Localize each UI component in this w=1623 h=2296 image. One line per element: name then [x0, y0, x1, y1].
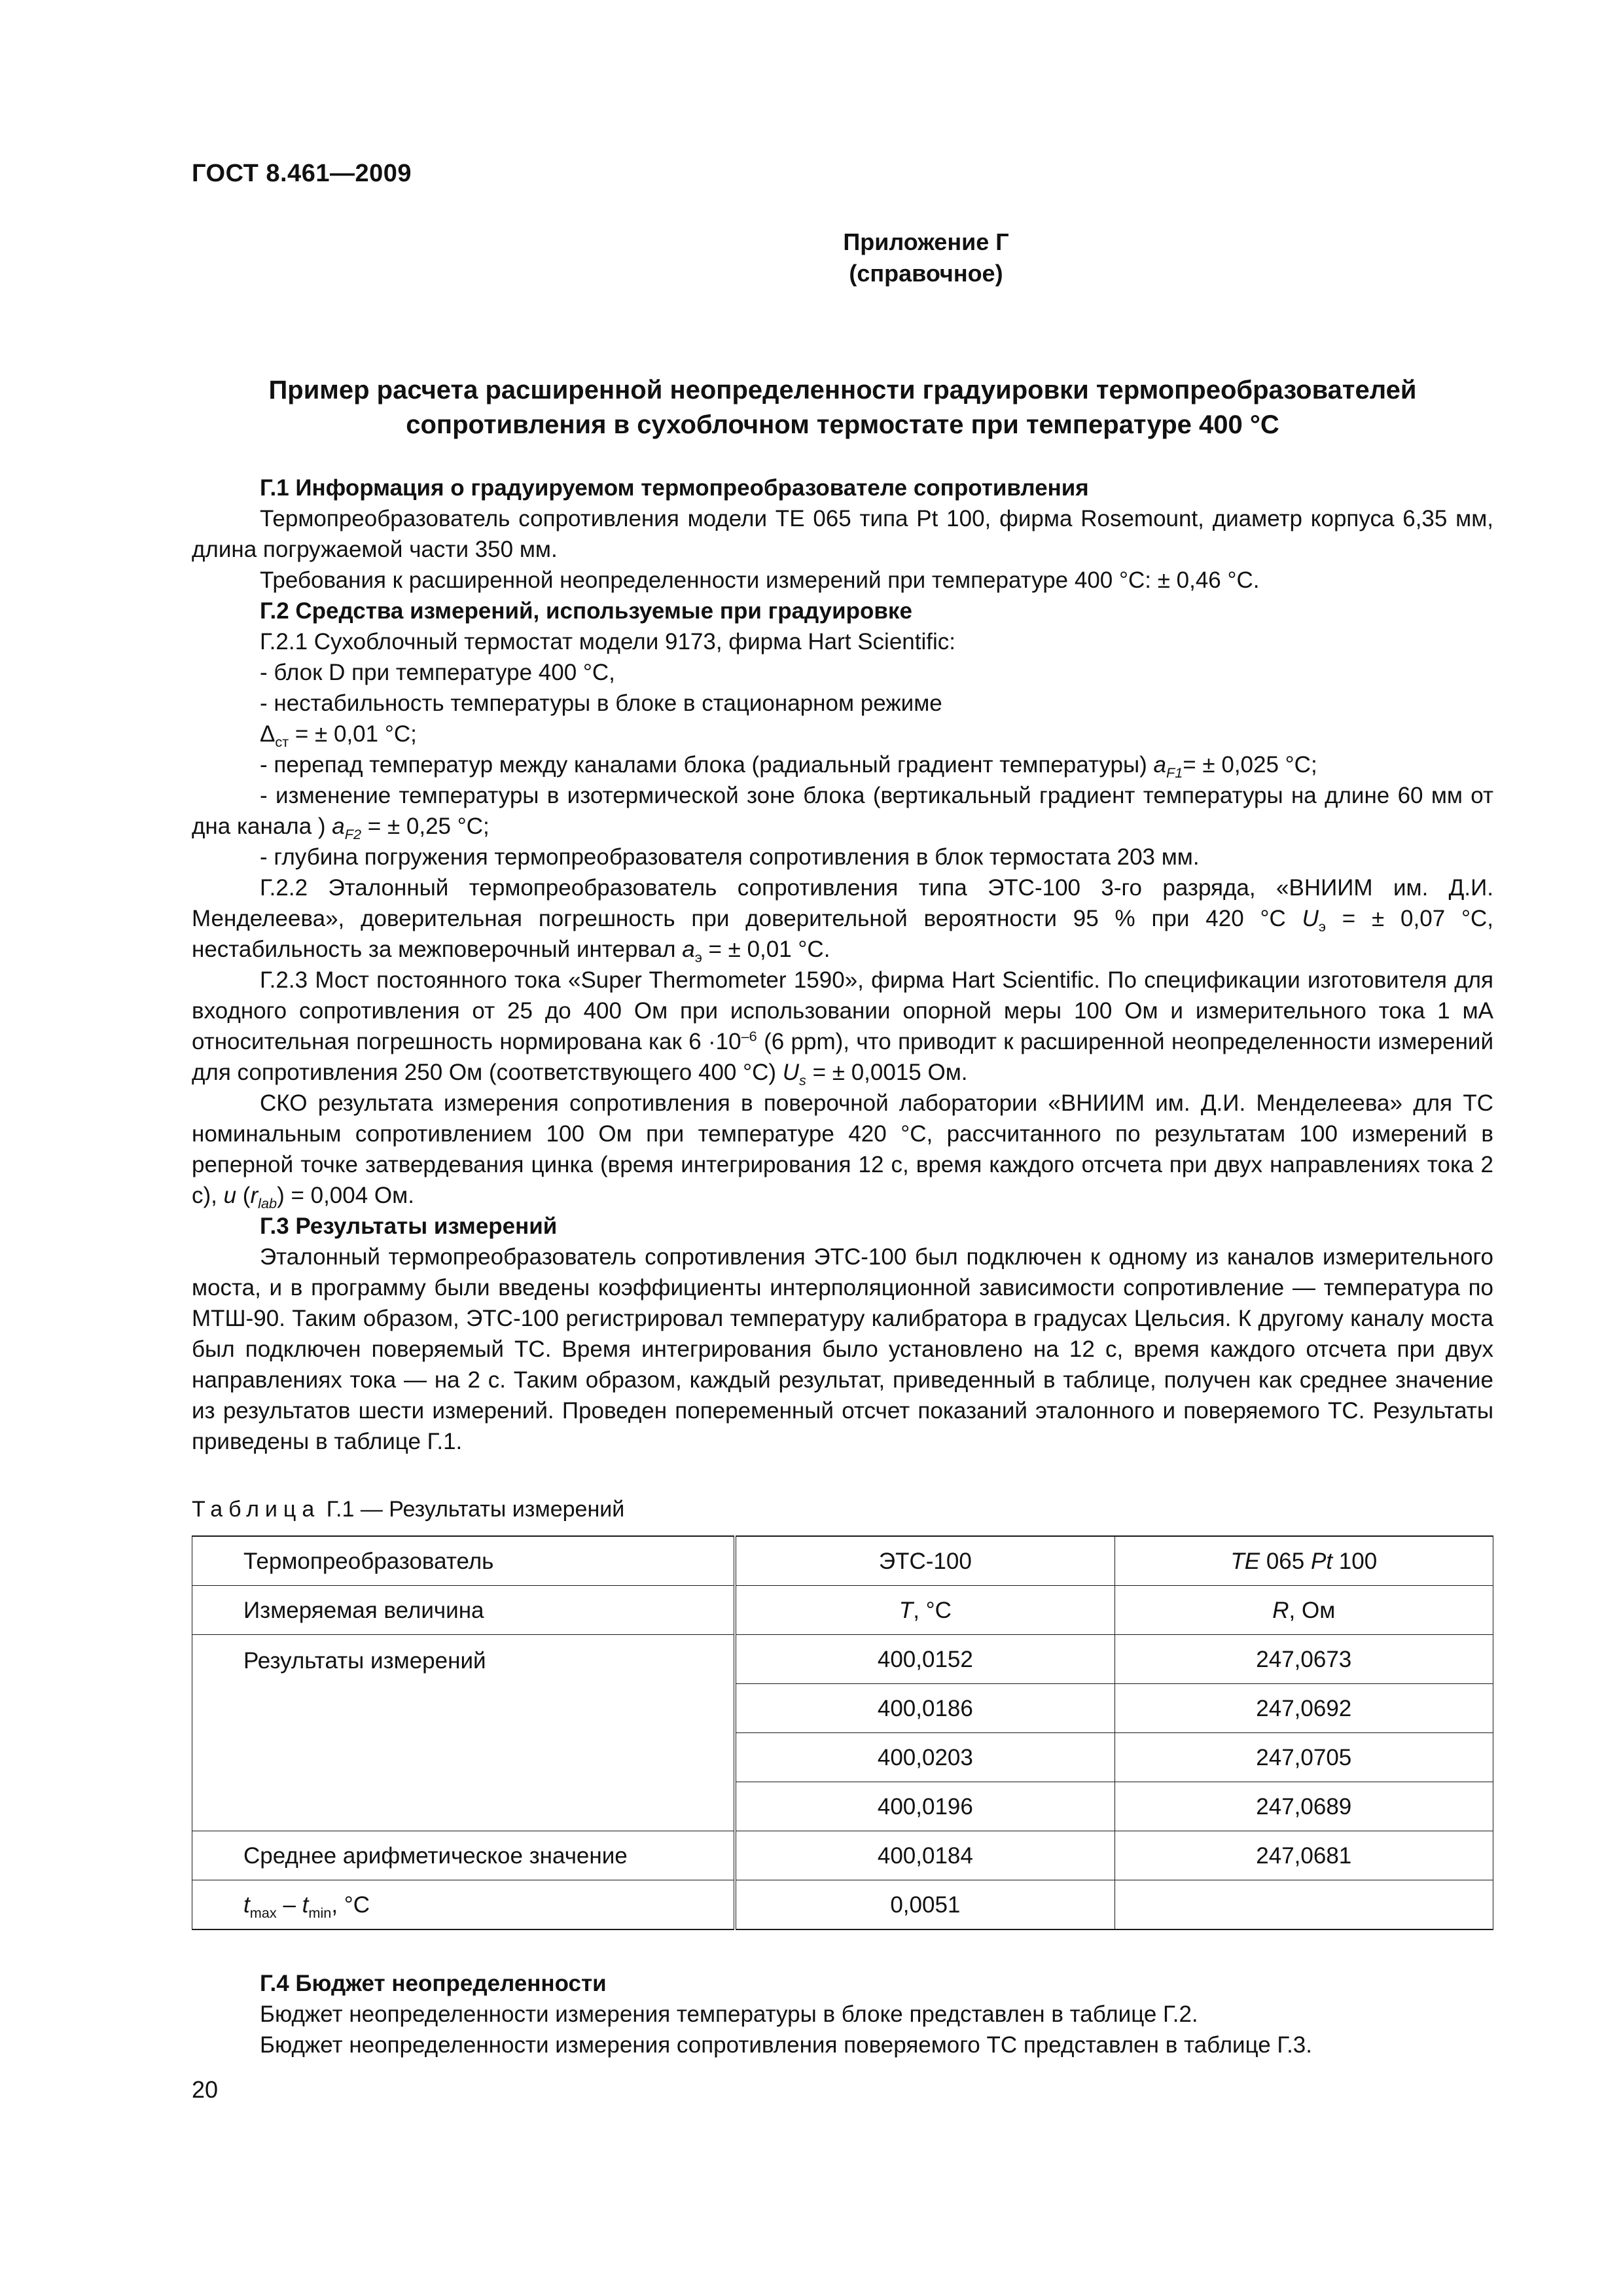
- paragraph-g1-2: Требования к расширенной неопределенности измерений при температуре 400 °С: ± 0,46 °С.: [260, 567, 1260, 593]
- table-cell: Результаты измерений: [192, 1635, 736, 1831]
- list-item-instability-value: $\Delta_{ст}$ = ± 0,01 °С;: [260, 721, 417, 750]
- section-heading-g1: Г.1 Информация о градуируемом термопреобразователе сопротивления: [260, 475, 1089, 501]
- table-cell: 400,0184: [735, 1831, 1115, 1880]
- paragraph-g4-1: Бюджет неопределенности измерения температуры в блоке представлен в таблице Г.2.: [260, 2001, 1198, 2027]
- list-item-radial-gradient: - перепад температур между каналами блока (радиальный градиент температуры) $a_{F1}= \pm 0,025$ °С;: [260, 752, 1317, 781]
- table-cell: 400,0196: [735, 1782, 1115, 1831]
- table-cell: Измеряемая величина: [192, 1586, 736, 1635]
- table-cell: $t_{max} - t_{min}$, °С: [192, 1880, 736, 1930]
- list-item-vertical-gradient: - изменение температуры в изотермической зоне блока (вертикальный градиент температуры на длине 60 мм от дна канала ) $a_{F2}$ = ± 0,25 °С;: [192, 783, 1493, 842]
- table-cell: T, °С: [735, 1586, 1115, 1635]
- table-row: [192, 1831, 1493, 1880]
- paragraph-g4-2: Бюджет неопределенности измерения сопротивления поверяемого ТС представлен в таблице Г.3.: [260, 2032, 1313, 2058]
- table-cell: 247,0692: [1115, 1684, 1493, 1733]
- section-heading-g2: Г.2 Средства измерений, используемые при градуировке: [260, 598, 912, 624]
- table-cell: 0,0051: [735, 1880, 1115, 1930]
- paragraph-g2-2: Г.2.2 Эталонный термопреобразователь сопротивления типа ЭТС-100 3-го разряда, «ВНИИМ им. Д.И. Менделеева», доверительная погрешность при доверительной вероятности 95 % при 420 °С $U_э$ = ± 0,07 °С, нестабильность за межповерочный интервал $a_э$ = ± 0,01 °С.: [192, 875, 1493, 965]
- table-cell: 400,0152: [735, 1635, 1115, 1684]
- table-cell: 247,0681: [1115, 1831, 1493, 1880]
- table-cell: Среднее арифметическое значение: [192, 1831, 736, 1880]
- paragraph-g3-1: Эталонный термопреобразователь сопротивления ЭТС-100 был подключен к одному из каналов измерительного моста, и в программу были введены коэффициенты интерполяционной зависимости сопротивление — температура по МТШ-90. Таким образом, ЭТС-100 регистрировал температуру калибратора в градусах Цельсия. К другому каналу моста был подключен поверяемый ТС. Время интегрирования было установлено на 12 с, время каждого отсчета при двух направлениях тока — на 2 с. Таким образом, каждый результат, приведенный в таблице, получен как среднее значение из результатов шести измерений. Проведен попеременный отсчет показаний эталонного и поверяемого ТС. Результаты приведены в таблице Г.1.: [192, 1244, 1493, 1454]
- document-title-line-1: Пример расчета расширенной неопределенности градуировки термопреобразователей: [268, 376, 1417, 404]
- paragraph-g1-1: Термопреобразователь сопротивления модели ТЕ 065 типа Pt 100, фирма Rosemount, диаметр корпуса 6,35 мм, длина погружаемой части 350 мм.: [192, 506, 1493, 562]
- table-row: [192, 1880, 1493, 1930]
- table-cell: 400,0203: [735, 1733, 1115, 1782]
- table-cell: [1115, 1880, 1493, 1930]
- document-title: [192, 373, 1493, 442]
- table-row: [192, 1635, 1493, 1684]
- paragraph-g2-1: Г.2.1 Сухоблочный термостат модели 9173, фирма Hart Scientific:: [260, 629, 955, 655]
- table-cell: 247,0705: [1115, 1733, 1493, 1782]
- document-title-line-2: сопротивления в сухоблочном термостате при температуре 400 °С: [406, 410, 1279, 439]
- table-cell: 247,0689: [1115, 1782, 1493, 1831]
- paragraph-g2-4: СКО результата измерения сопротивления в поверочной лаборатории «ВНИИМ им. Д.И. Менделеева» для ТС номинальным сопротивлением 100 Ом при температуре 420 °С, рассчитанного по результатам 100 измерений в реперной точке затвердевания цинка (время интегрирования 12 с, время каждого отсчета при двух направлениях тока 2 с), u $(r_{lab}) = 0,004$ Ом.: [192, 1090, 1493, 1211]
- table-cell: 247,0673: [1115, 1635, 1493, 1684]
- appendix-subtitle: (справочное): [849, 260, 1003, 287]
- appendix-title: Приложение Г: [843, 228, 1009, 255]
- list-item-immersion-depth: - глубина погружения термопреобразователя сопротивления в блок термостата 203 мм.: [260, 844, 1200, 870]
- appendix-heading: [0, 226, 1623, 289]
- table-cell: Термопреобразователь: [192, 1536, 736, 1586]
- table-caption: Таблица Г.1 — Результаты измерений: [192, 1497, 625, 1522]
- table-cell: 400,0186: [735, 1684, 1115, 1733]
- table-cell: ЭТС-100: [735, 1536, 1115, 1586]
- section-heading-g4: Г.4 Бюджет неопределенности: [260, 1971, 607, 1996]
- table-cell: R, Ом: [1115, 1586, 1493, 1635]
- list-item-instability: - нестабильность температуры в блоке в стационарном режиме: [260, 691, 942, 716]
- paragraph-g2-3: Г.2.3 Мост постоянного тока «Super Thermometer 1590», фирма Hart Scientific. По спецификации изготовителя для входного сопротивления от 25 до 400 Ом при использовании опорной меры 100 Ом и измерительного тока 1 мА относительная погрешность нормирована как $6 \cdot 10^{-6}$ (6 ppm), что приводит к расширенной неопределенности измерений для сопротивления 250 Ом (соответствующего 400 °С) $U_s$ = ± 0,0015 Ом.: [192, 967, 1493, 1088]
- table-row: [192, 1536, 1493, 1586]
- list-item-block: - блок D при температуре 400 °С,: [260, 660, 615, 685]
- document-body: [192, 473, 1493, 2060]
- standard-header: ГОСТ 8.461—2009: [192, 160, 412, 187]
- section-heading-g3: Г.3 Результаты измерений: [260, 1213, 558, 1239]
- table-cell: TE 065 Pt 100: [1115, 1536, 1493, 1586]
- page-number: 20: [192, 2076, 219, 2103]
- table-row: [192, 1586, 1493, 1635]
- results-table: [192, 1535, 1493, 1930]
